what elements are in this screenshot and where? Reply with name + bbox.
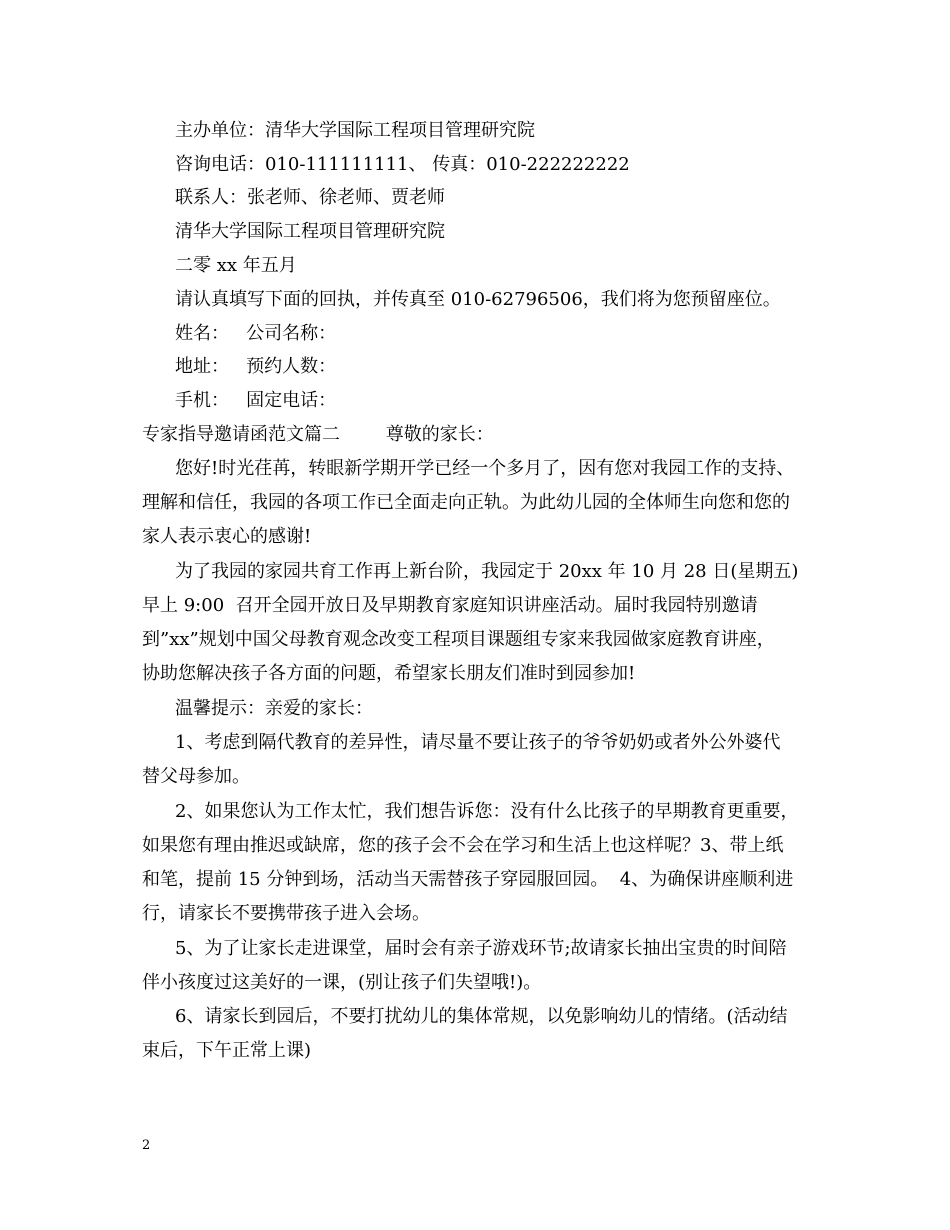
paragraph-line: 家人表示衷心的感谢!: [142, 526, 312, 547]
paragraph-line: 为了我园的家园共育工作再上新台阶，我园定于 20xx 年 10 月 28 日(星期五): [175, 561, 799, 582]
contact-phone-fax-line: 咨询电话：010-111111111、 传真：010-222222222: [175, 154, 630, 175]
paragraph-line: 到”xx”规划中国父母教育观念改变工程项目课题组专家来我园做家庭教育讲座，: [142, 629, 775, 650]
tip-line: 2、如果您认为工作太忙，我们想告诉您：没有什么比孩子的早期教育更重要，: [175, 801, 799, 822]
paragraph-line: 您好!时光荏苒，转眼新学期开学已经一个多月了，因有您对我园工作的支持、: [175, 458, 795, 479]
form-row-name-company: 姓名： 公司名称：: [175, 323, 337, 344]
tip-line: 1、考虑到隔代教育的差异性，请尽量不要让孩子的爷爷奶奶或者外公外婆代: [175, 732, 781, 753]
paragraph-line: 理解和信任，我园的各项工作已全面走向正轨。为此幼儿园的全体师生向您和您的: [142, 492, 790, 513]
tip-line: 伴小孩度过这美好的一课，(别让孩子们失望哦!)。: [142, 972, 542, 993]
tip-line: 行，请家长不要携带孩子进入会场。: [142, 903, 430, 924]
tip-line: 替父母参加。: [142, 766, 250, 787]
organizer-line: 主办单位：清华大学国际工程项目管理研究院: [175, 120, 535, 141]
form-row-mobile-phone: 手机： 固定电话：: [175, 390, 337, 411]
signature-date-line: 二零 xx 年五月: [175, 255, 297, 276]
tip-line: 束后，下午正常上课): [142, 1040, 312, 1061]
tip-line: 5、为了让家长走进课堂，届时会有亲子游戏环节;故请家长抽出宝贵的时间陪: [175, 938, 787, 959]
reply-instruction-line: 请认真填写下面的回执，并传真至 010-62796506，我们将为您预留座位。: [175, 289, 781, 310]
form-row-address-count: 地址： 预约人数：: [175, 356, 337, 377]
paragraph-line: 协助您解决孩子各方面的问题，希望家长朋友们准时到园参加!: [142, 663, 636, 684]
tip-line: 和笔，提前 15 分钟到场，活动当天需替孩子穿园服回园。 4、为确保讲座顺利进: [142, 869, 794, 890]
tip-line: 6、请家长到园后，不要打扰幼儿的集体常规，以免影响幼儿的情绪。(活动结: [175, 1006, 788, 1027]
contact-persons-line: 联系人：张老师、徐老师、贾老师: [175, 187, 445, 208]
tips-heading-line: 温馨提示：亲爱的家长：: [175, 698, 373, 719]
section-heading-line: 专家指导邀请函范文篇二 尊敬的家长：: [142, 424, 494, 445]
page-number: 2: [142, 1138, 151, 1153]
signature-organization-line: 清华大学国际工程项目管理研究院: [175, 221, 445, 242]
paragraph-line: 早上 9:00 召开全园开放日及早期教育家庭知识讲座活动。届时我园特别邀请: [142, 595, 758, 616]
tip-line: 如果您有理由推迟或缺席，您的孩子会不会在学习和生活上也这样呢？3、带上纸: [142, 835, 784, 856]
